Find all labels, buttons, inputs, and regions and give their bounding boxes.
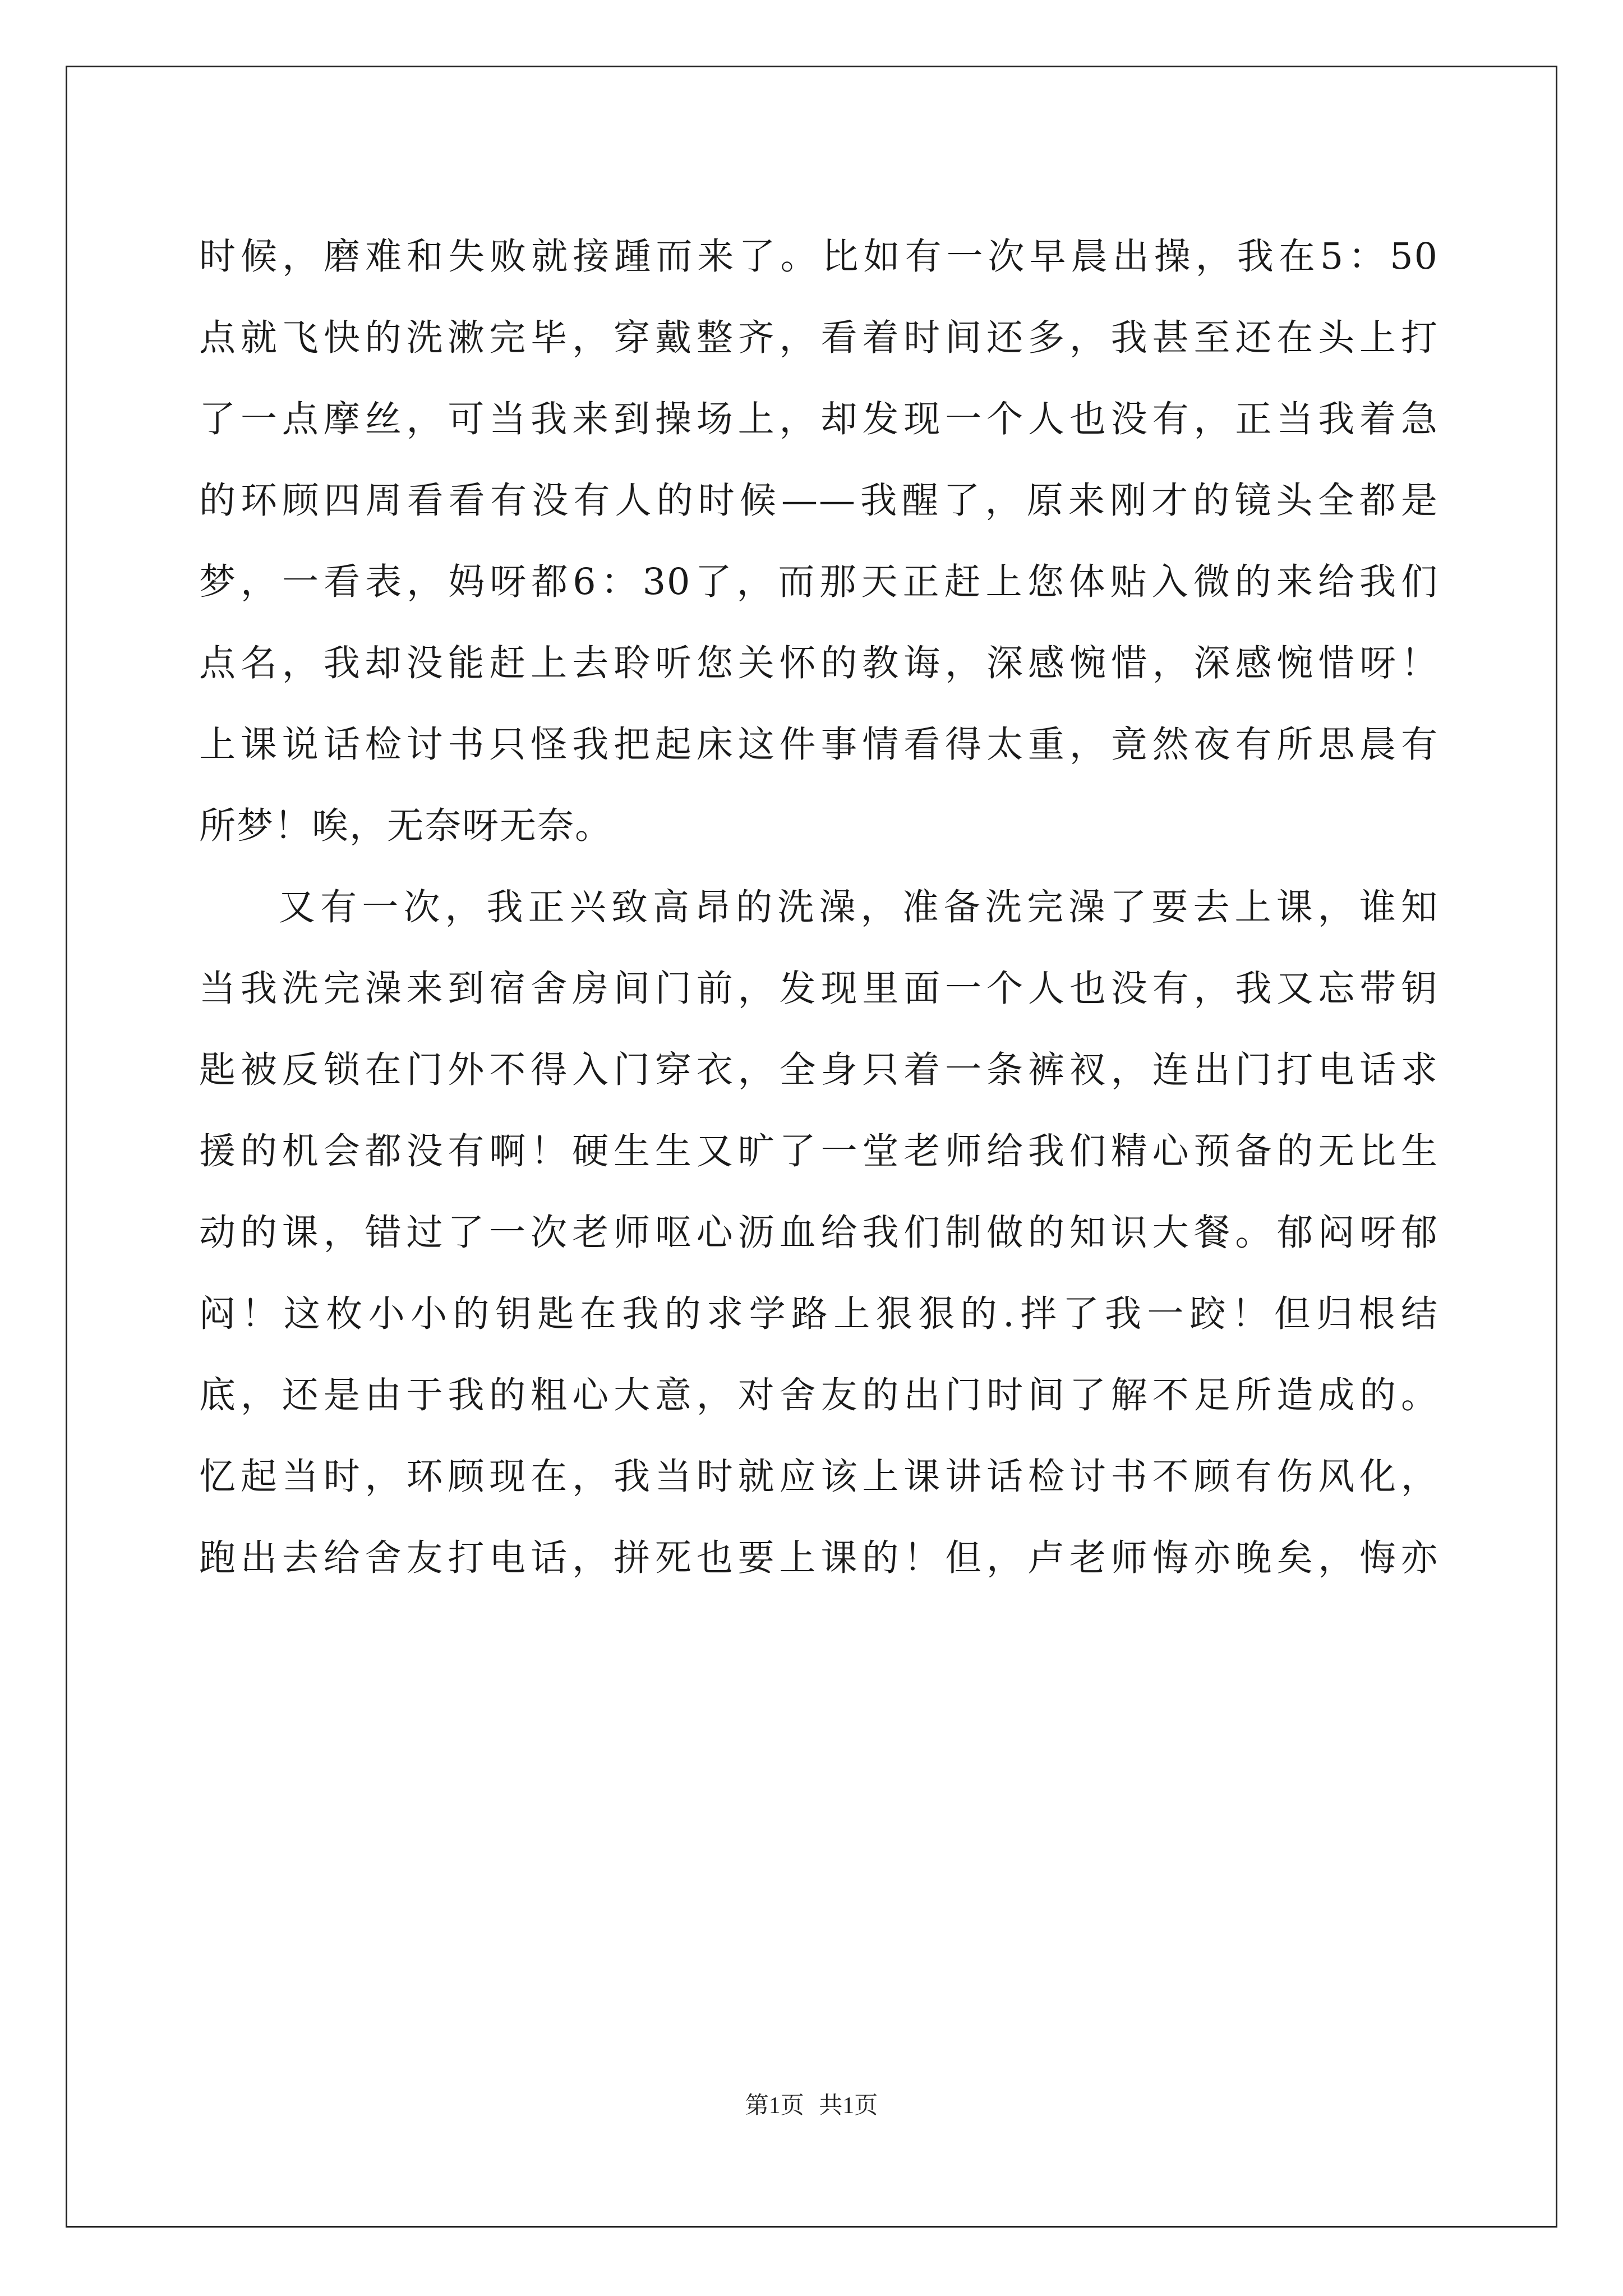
text-line: 动的课，错过了一次老师呕心沥血给我们制做的知识大餐。郁闷呀郁 (199, 1212, 1438, 1254)
text-line: 点名，我却没能赶上去聆听您关怀的教诲，深感惋惜，深感惋惜呀！ (199, 642, 1438, 684)
text-line: 的环顾四周看看有没有人的时候——我醒了，原来刚才的镜头全都是 (199, 480, 1438, 522)
document-body (199, 216, 1438, 1599)
text-line: 底，还是由于我的粗心大意，对舍友的出门时间了解不足所造成的。 (199, 1374, 1438, 1416)
text-line: 了一点摩丝，可当我来到操场上，却发现一个人也没有，正当我着急 (199, 398, 1438, 440)
text-line: 闷！这枚小小的钥匙在我的求学路上狠狠的.拌了我一跤！但归根结 (199, 1293, 1438, 1335)
text-line: 忆起当时，环顾现在，我当时就应该上课讲话检讨书不顾有伤风化， (199, 1456, 1438, 1498)
text-line: 跑出去给舍友打电话，拼死也要上课的！但，卢老师悔亦晚矣，悔亦 (199, 1537, 1438, 1579)
text-line: 梦，一看表，妈呀都6：30了，而那天正赶上您体贴入微的来给我们 (199, 561, 1438, 603)
text-line: 时候，磨难和失败就接踵而来了。比如有一次早晨出操，我在5：50 (199, 236, 1438, 278)
page-number: 第1页 (745, 2093, 804, 2119)
page-total: 共1页 (819, 2093, 878, 2119)
text-line: 上课说话检讨书只怪我把起床这件事情看得太重，竟然夜有所思晨有 (199, 724, 1438, 766)
text-line: 匙被反锁在门外不得入门穿衣，全身只着一条裤衩，连出门打电话求 (199, 1049, 1438, 1091)
page-footer (0, 2087, 1623, 2120)
text-line: 点就飞快的洗漱完毕，穿戴整齐，看着时间还多，我甚至还在头上打 (199, 317, 1438, 359)
text-line: 所梦！唉，无奈呀无奈。 (199, 805, 613, 847)
text-line: 援的机会都没有啊！硬生生又旷了一堂老师给我们精心预备的无比生 (199, 1130, 1438, 1172)
text-line: 又有一次，我正兴致高昂的洗澡，准备洗完澡了要去上课，谁知 (279, 886, 1438, 928)
text-line: 当我洗完澡来到宿舍房间门前，发现里面一个人也没有，我又忘带钥 (199, 968, 1438, 1010)
